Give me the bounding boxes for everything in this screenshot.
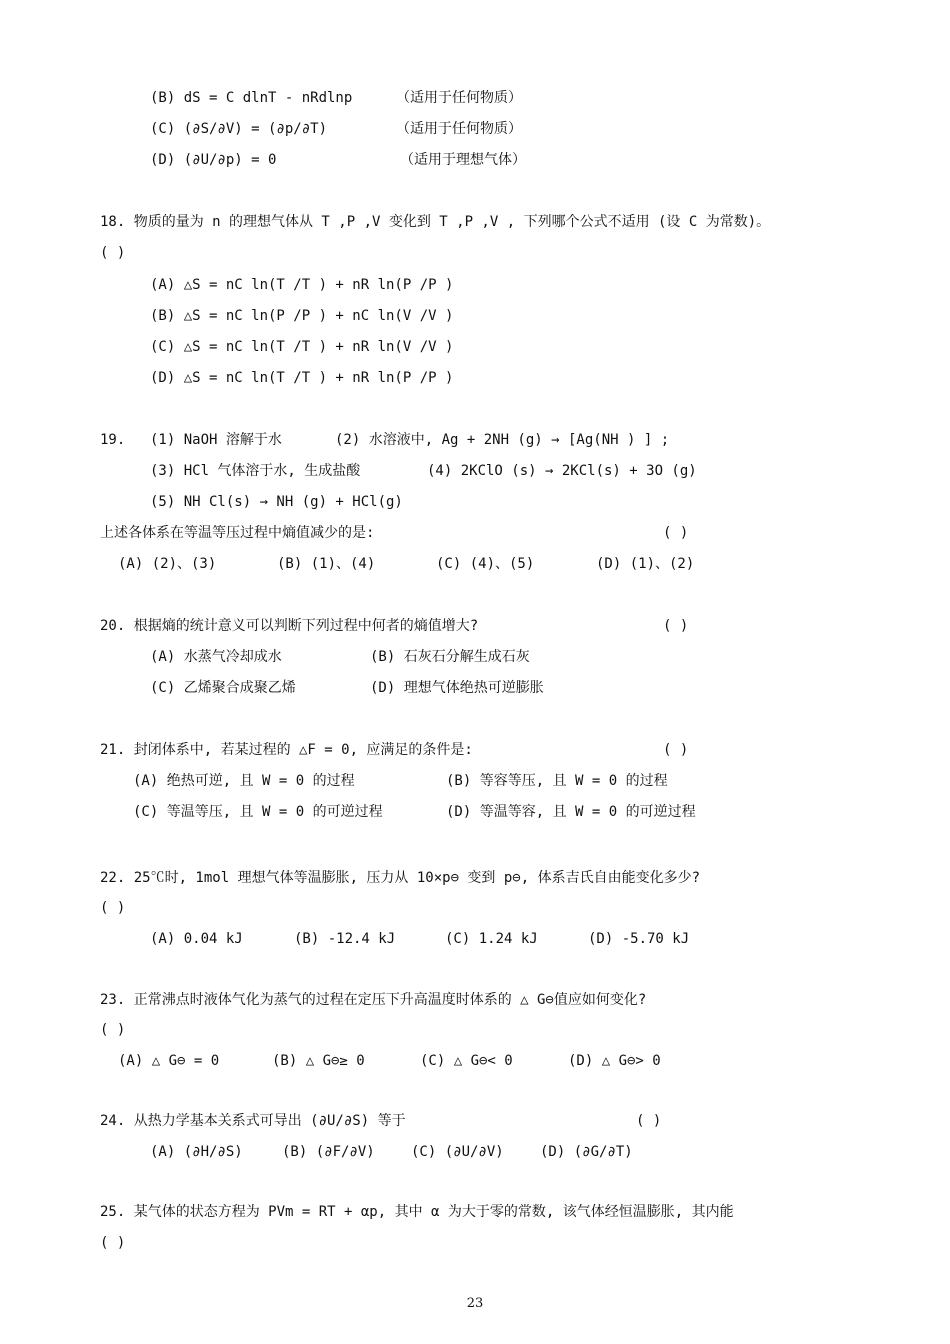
q17-option-b-formula: (B) dS = C dlnT - nRdlnp — [150, 90, 353, 106]
q22-stem: 22. 25℃时, 1mol 理想气体等温膨胀, 压力从 10×p⊖ 变到 p⊖, 体系吉氏自由能变化多少? — [100, 870, 701, 886]
q17-option-d-note: （适用于理想气体） — [400, 152, 526, 168]
page-number: 23 — [466, 1296, 484, 1311]
q20-option-d: (D) 理想气体绝热可逆膨胀 — [370, 680, 544, 696]
q19-option-d: (D) (1)、(2) — [596, 556, 695, 572]
q19-option-c: (C) (4)、(5) — [436, 556, 535, 572]
q19-stem: 上述各体系在等温等压过程中熵值减少的是: — [100, 525, 375, 541]
q19-option-b: (B) (1)、(4) — [277, 556, 376, 572]
q17-option-c-formula: (C) (∂S/∂V) = (∂p/∂T) — [150, 121, 328, 137]
q23-option-d: (D) △ G⊖> 0 — [568, 1053, 661, 1069]
q19-answer-paren: ( ) — [663, 525, 689, 541]
q22-option-c: (C) 1.24 kJ — [445, 931, 538, 947]
q18-stem: 18. 物质的量为 n 的理想气体从 T ,P ,V 变化到 T ,P ,V , 下列哪个公式不适用 (设 C 为常数)。 — [100, 214, 771, 230]
q24-answer-paren: ( ) — [636, 1113, 662, 1129]
q23-answer-paren: ( ) — [100, 1022, 126, 1038]
q21-stem: 21. 封闭体系中, 若某过程的 △F = 0, 应满足的条件是: — [100, 742, 473, 758]
q23-option-c: (C) △ G⊖< 0 — [420, 1053, 513, 1069]
q23-option-a: (A) △ G⊖ = 0 — [118, 1053, 220, 1069]
q24-option-a: (A) (∂H/∂S) — [150, 1144, 243, 1160]
q25-stem: 25. 某气体的状态方程为 PVm = RT + αp, 其中 α 为大于零的常数, 该气体经恒温膨胀, 其内能 — [100, 1204, 734, 1220]
q18-option-b: (B) △S = nC ln(P /P ) + nC ln(V /V ) — [150, 308, 454, 324]
q20-stem: 20. 根据熵的统计意义可以判断下列过程中何者的熵值增大? — [100, 618, 479, 634]
q18-option-a: (A) △S = nC ln(T /T ) + nR ln(P /P ) — [150, 277, 454, 293]
q20-option-a: (A) 水蒸气冷却成水 — [150, 649, 282, 665]
q21-answer-paren: ( ) — [663, 742, 689, 758]
q24-stem: 24. 从热力学基本关系式可导出 (∂U/∂S) 等于 — [100, 1113, 406, 1129]
q24-option-b: (B) (∂F/∂V) — [282, 1144, 375, 1160]
q21-option-b: (B) 等容等压, 且 W = 0 的过程 — [446, 773, 668, 789]
q20-option-b: (B) 石灰石分解生成石灰 — [370, 649, 530, 665]
q18-answer-paren: ( ) — [100, 245, 126, 261]
q24-option-c: (C) (∂U/∂V) — [411, 1144, 504, 1160]
q23-stem: 23. 正常沸点时液体气化为蒸气的过程在定压下升高温度时体系的 △ G⊖值应如何变化? — [100, 992, 647, 1008]
q24-option-d: (D) (∂G/∂T) — [540, 1144, 633, 1160]
q19-number: 19. — [100, 432, 126, 448]
q20-option-c: (C) 乙烯聚合成聚乙烯 — [150, 680, 296, 696]
q17-option-b-note: （适用于任何物质） — [396, 90, 522, 106]
q21-option-c: (C) 等温等压, 且 W = 0 的可逆过程 — [133, 804, 383, 820]
q20-answer-paren: ( ) — [663, 618, 689, 634]
q22-option-b: (B) -12.4 kJ — [294, 931, 396, 947]
q18-option-c: (C) △S = nC ln(T /T ) + nR ln(V /V ) — [150, 339, 454, 355]
q23-option-b: (B) △ G⊖≥ 0 — [272, 1053, 365, 1069]
q21-option-a: (A) 绝热可逆, 且 W = 0 的过程 — [133, 773, 355, 789]
q19-item-4: (4) 2KClO (s) → 2KCl(s) + 3O (g) — [427, 463, 697, 479]
q22-answer-paren: ( ) — [100, 900, 126, 916]
q19-option-a: (A) (2)、(3) — [118, 556, 217, 572]
q19-item-3: (3) HCl 气体溶于水, 生成盐酸 — [150, 463, 361, 479]
q19-item-1: (1) NaOH 溶解于水 — [150, 432, 282, 448]
q17-option-d-formula: (D) (∂U/∂p) = 0 — [150, 152, 277, 168]
q22-option-a: (A) 0.04 kJ — [150, 931, 243, 947]
q19-item-2: (2) 水溶液中, Ag + 2NH (g) → [Ag(NH ) ] ; — [335, 432, 670, 448]
q17-option-c-note: （适用于任何物质） — [396, 121, 522, 137]
q21-option-d: (D) 等温等容, 且 W = 0 的可逆过程 — [446, 804, 696, 820]
q18-option-d: (D) △S = nC ln(T /T ) + nR ln(P /P ) — [150, 370, 454, 386]
q25-answer-paren: ( ) — [100, 1235, 126, 1251]
q19-item-5: (5) NH Cl(s) → NH (g) + HCl(g) — [150, 494, 403, 510]
q22-option-d: (D) -5.70 kJ — [588, 931, 690, 947]
